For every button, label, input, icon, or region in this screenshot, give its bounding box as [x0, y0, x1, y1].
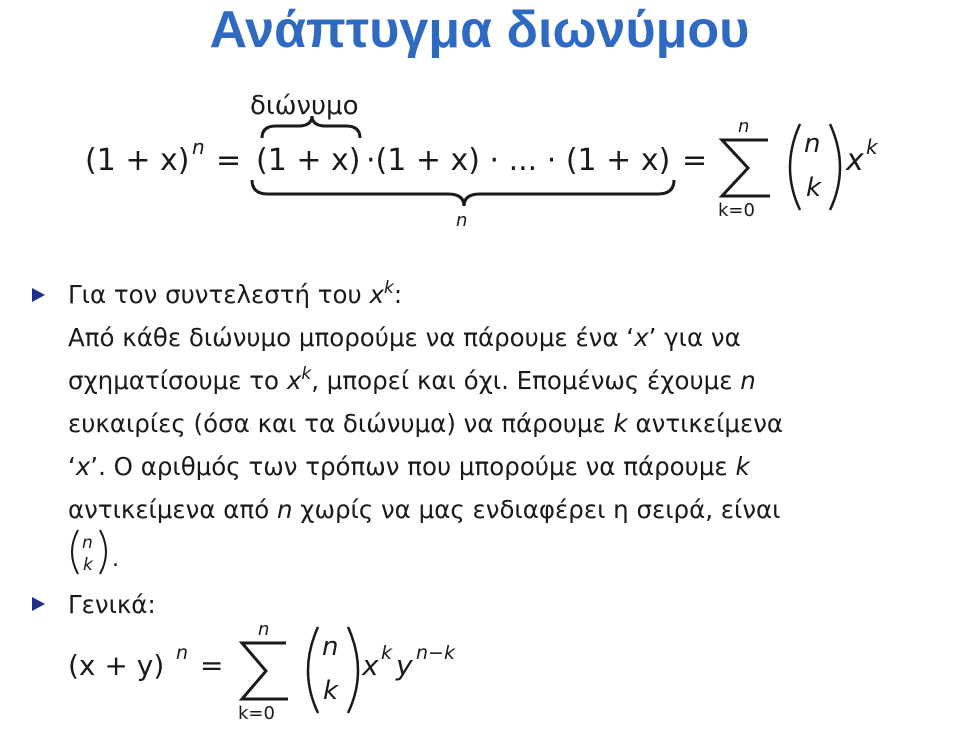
- bullet-1-line-5: αντικείμενα από n χωρίς να μας ενδιαφέρει η σειρά, είναι: [68, 495, 781, 524]
- eq1-remaining-factors: ·(1 + x) · ... · (1 + x): [366, 143, 671, 178]
- eq2-binom-right-paren: [348, 627, 358, 713]
- eq2-binom-top: n: [322, 632, 339, 662]
- eq2-equals: =: [200, 649, 224, 682]
- eq1-first-factor: (1 + x): [256, 143, 361, 178]
- general-binomial-equation: [60, 615, 500, 740]
- bullet-1-line-1: Από κάθε διώνυμο μπορούμε να πάρουμε ένα ‘x’ για να: [68, 323, 741, 352]
- bullet-2-marker: [32, 597, 45, 611]
- eq2-sum-lower: k=0: [238, 703, 275, 724]
- eq1-equals: =: [216, 143, 242, 178]
- eq1-lhs-exponent: n: [192, 135, 205, 159]
- eq2-sigma: [242, 643, 288, 699]
- eq1-overbrace-label: διώνυμο: [250, 91, 359, 121]
- inline-binom-left-paren: [72, 530, 78, 574]
- eq1-equals-2: =: [682, 143, 708, 178]
- eq1-underbrace-label: n: [456, 210, 468, 231]
- bullet-1-line-2: σχηματίσουμε το $x^k$, μπορεί και όχι. Επομένως έχουμε n: [68, 364, 756, 395]
- eq2-lhs: (x + y): [68, 649, 165, 682]
- eq2-lhs-exponent: n: [176, 642, 189, 664]
- eq1-sum-lower: k=0: [718, 200, 755, 221]
- eq2-binom-bottom: k: [323, 676, 339, 706]
- inline-binomial: [66, 526, 126, 578]
- bullet-1-line-3: ευκαιρίες (όσα και τα διώνυμα) να πάρουμε k αντικείμενα: [68, 409, 784, 438]
- eq1-sigma: [722, 140, 770, 196]
- inline-binom-top: n: [82, 533, 93, 553]
- eq1-binom-right-paren: [830, 124, 840, 210]
- eq2-y-exponent: n−k: [416, 642, 455, 664]
- bullet-1-line-4: ‘x’. Ο αριθμός των τρόπων που μπορούμε να πάρουμε k: [68, 452, 750, 481]
- eq2-sum-upper: n: [258, 619, 270, 640]
- inline-binom-right-paren: [100, 530, 106, 574]
- bullet-1-intro: Για τον συντελεστή του $x^k$:: [68, 278, 403, 309]
- slide-title: Ανάπτυγμα διωνύμου: [209, 1, 750, 59]
- eq1-binom-bottom: k: [806, 173, 822, 203]
- eq1-underbrace: [252, 180, 674, 206]
- eq1-lhs: (1 + x): [85, 143, 190, 178]
- eq2-x-exponent: k: [381, 642, 393, 664]
- eq2-binom-left-paren: [308, 627, 318, 713]
- bullet-1-marker: [32, 288, 45, 302]
- eq1-term-exponent: k: [866, 135, 878, 159]
- inline-binom-bottom: k: [83, 555, 93, 575]
- eq1-binom-left-paren: [790, 124, 800, 210]
- eq1-binom-top: n: [804, 129, 821, 159]
- eq1-term: x: [846, 143, 864, 178]
- eq1-sum-upper: n: [738, 116, 750, 137]
- inline-binom-period: .: [112, 547, 119, 572]
- eq2-x: x: [362, 649, 379, 682]
- bullet-2-label: Γενικά:: [68, 590, 156, 619]
- binomial-expansion-equation: [0, 70, 959, 250]
- eq2-y: y: [396, 649, 413, 682]
